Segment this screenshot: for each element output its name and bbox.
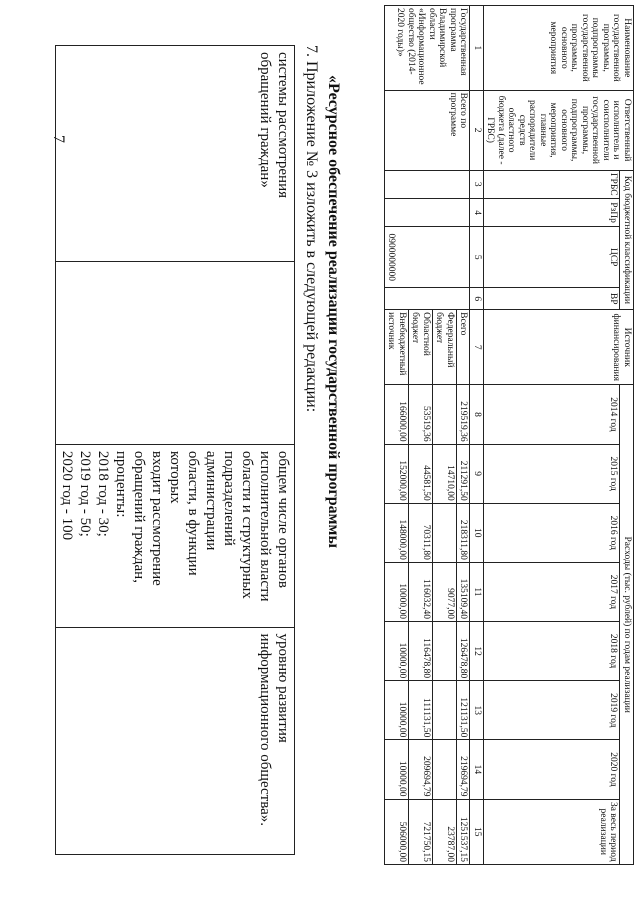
col-num: 4 [470,199,484,227]
col-num: 12 [470,622,484,681]
header-year-2017: 2017 год [484,562,621,621]
header-year-2020: 2020 год [484,740,621,799]
col-num: 1 [470,6,484,91]
top-col3-line: входит рассмотрение [149,450,165,586]
top-col3-line: 2019 год - 50; [77,450,93,537]
top-col-1: системы рассмотрения обращений граждан» [56,46,295,262]
header-source: Источник финансирования [484,310,634,385]
top-col3-line: 2018 год - 30; [95,450,111,537]
value-cell: 218311,80 [457,503,471,562]
top-col3-line: 2020 год - 100 [59,450,75,541]
value-cell [433,681,457,740]
section-heading: 7. Приложение № 3 изложить в следующей редакции: [303,45,320,413]
header-year-2018: 2018 год [484,622,621,681]
col-num: 14 [470,740,484,799]
value-cell: 126478,80 [457,622,471,681]
col-num: 6 [470,288,484,310]
kbk-grbs-cell [385,170,471,199]
kbk-rzpr-cell [385,199,471,227]
col-num: 7 [470,310,484,385]
kbk-vr-cell [385,288,471,310]
source-federal: Федеральный бюджет [433,310,457,385]
value-cell [433,503,457,562]
header-kbk: Код бюджетной классификации [620,170,634,310]
top-col3-line: области, в функции которых [167,450,201,576]
col-num: 3 [470,170,484,199]
subheading: «Ресурсное обеспечение реализации государственной программы [325,75,342,548]
top-col3-line: подразделений администрации [203,450,237,551]
top-col3-line: общем числе органов [275,450,291,589]
source-extrabudgetary: Внебюджетный источник [385,310,409,385]
top-col3-line: обращений граждан, [131,450,147,583]
value-cell: 209694,79 [409,740,433,799]
value-cell [433,740,457,799]
value-cell: 10000,00 [385,622,409,681]
value-cell: 506000,00 [385,799,409,865]
header-executor: Ответственный исполнитель и соисполнители государственной программы, подпрограммы, основного мероприятия, главные распорядители средств областного бюджета (далее - ГРБС) [484,90,634,170]
col-num: 11 [470,562,484,621]
col-num: 5 [470,227,484,288]
value-cell: 23787,00 [433,799,457,865]
value-cell: 148000,00 [385,503,409,562]
value-cell: 9077,00 [433,562,457,621]
col-num: 13 [470,681,484,740]
top-col-2 [56,262,295,445]
top-col3-line: проценты: [113,450,129,518]
value-cell: 10000,00 [385,740,409,799]
header-grbs: ГРБС [484,170,621,199]
value-cell: 116478,80 [409,622,433,681]
value-cell: 1251537,15 [457,799,471,865]
header-year-2014: 2014 год [484,385,621,444]
value-cell [433,385,457,444]
header-year-2016: 2016 год [484,503,621,562]
page-number: 7 [50,135,67,143]
top-col-4 [56,627,295,854]
col-num: 9 [470,444,484,503]
value-cell: 219519,36 [457,385,471,444]
value-cell: 53519,36 [409,385,433,444]
col-num: 10 [470,503,484,562]
source-regional: Областной бюджет [409,310,433,385]
col-num: 15 [470,799,484,865]
rotated-page-content [0,8,640,895]
header-expenses: Расходы (тыс. рублей) по годам реализации [620,385,634,865]
value-cell: 211291,50 [457,444,471,503]
header-name: Наименование государственной программы, подпрограммы государственной программы, основного мероприятия [484,6,634,91]
resource-table [384,5,634,865]
header-total: За весь период реализации [484,799,621,865]
col-num: 8 [470,385,484,444]
header-rzpr: РзПр [484,199,621,227]
value-cell: 166000,00 [385,385,409,444]
value-cell: 135109,40 [457,562,471,621]
program-executor: Всего по программе [385,90,471,170]
value-cell: 111131,50 [409,681,433,740]
header-csr: ЦСР [484,227,621,288]
program-name: Государственная программа Владимирской области «Информационное общество (2014-2020 годы)» [385,6,471,91]
top-col-3 [56,444,295,627]
value-cell: 721750,15 [409,799,433,865]
top-col3-line: области и структурных [239,450,255,599]
kbk-csr-cell: 0900000000 [385,227,471,288]
header-vr: ВР [484,288,621,310]
value-cell [433,622,457,681]
value-cell: 44581,50 [409,444,433,503]
header-year-2019: 2019 год [484,681,621,740]
source-total: Всего [457,310,471,385]
top-col3-line: исполнительной власти [257,450,273,602]
top-col4-line: уровню развития [275,633,291,743]
header-year-2015: 2015 год [484,444,621,503]
value-cell: 14710,00 [433,444,457,503]
value-cell: 152000,00 [385,444,409,503]
value-cell: 70311,80 [409,503,433,562]
value-cell: 219694,79 [457,740,471,799]
top-table [55,45,295,855]
value-cell: 116032,40 [409,562,433,621]
col-num: 2 [470,90,484,170]
value-cell: 10000,00 [385,562,409,621]
top-col4-line: информационного общества». [257,633,273,826]
value-cell: 121131,50 [457,681,471,740]
value-cell: 10000,00 [385,681,409,740]
